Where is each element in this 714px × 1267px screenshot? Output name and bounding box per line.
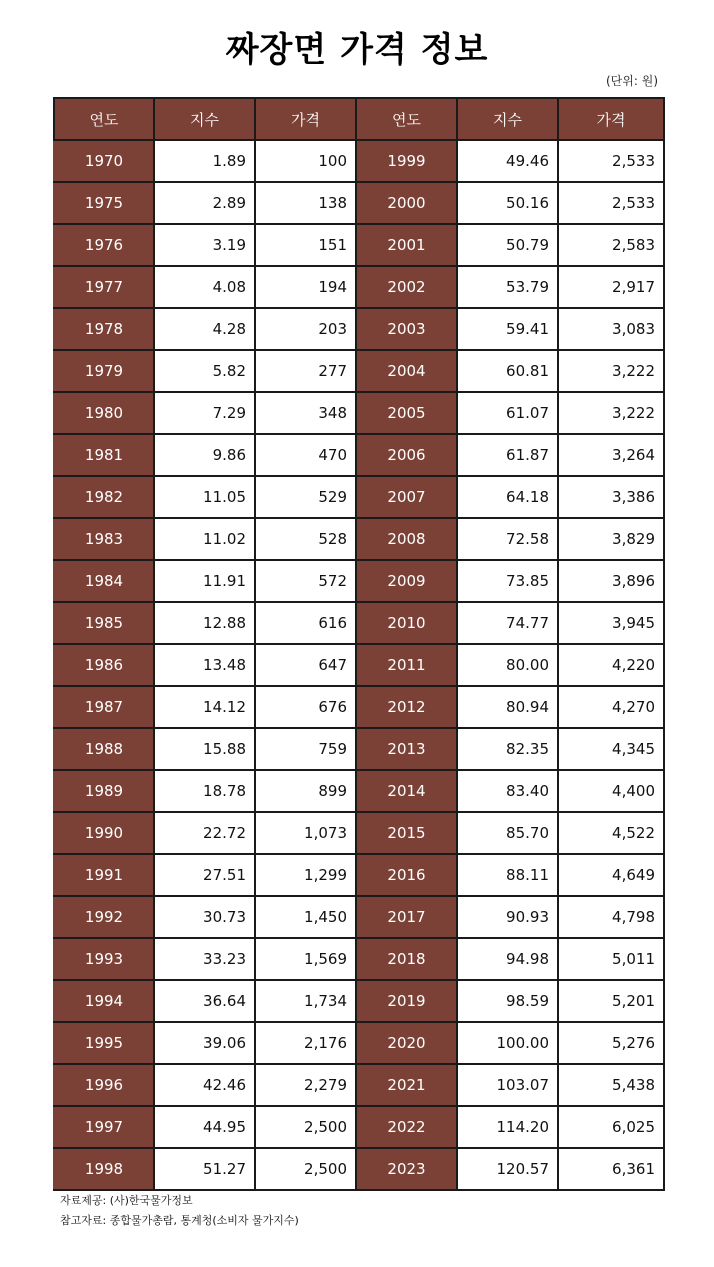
year-cell: 1982	[54, 476, 154, 518]
year-cell: 1995	[54, 1022, 154, 1064]
index-cell: 51.27	[154, 1148, 255, 1190]
table-row	[54, 812, 664, 854]
price-cell: 470	[255, 434, 356, 476]
index-cell: 22.72	[154, 812, 255, 854]
index-cell: 82.35	[457, 728, 558, 770]
year-cell: 2009	[356, 560, 457, 602]
year-cell: 1991	[54, 854, 154, 896]
table-row	[54, 1148, 664, 1190]
unit-label: (단위: 원)	[606, 74, 658, 88]
index-cell: 83.40	[457, 770, 558, 812]
price-cell: 3,264	[558, 434, 664, 476]
index-cell: 94.98	[457, 938, 558, 980]
table-row	[54, 434, 664, 476]
price-cell: 5,011	[558, 938, 664, 980]
price-cell: 4,400	[558, 770, 664, 812]
index-cell: 74.77	[457, 602, 558, 644]
price-cell: 2,176	[255, 1022, 356, 1064]
index-cell: 85.70	[457, 812, 558, 854]
year-cell: 1975	[54, 182, 154, 224]
header-index: 지수	[154, 98, 255, 140]
index-cell: 72.58	[457, 518, 558, 560]
table-row	[54, 602, 664, 644]
index-cell: 4.28	[154, 308, 255, 350]
year-cell: 2007	[356, 476, 457, 518]
price-cell: 3,829	[558, 518, 664, 560]
year-cell: 1985	[54, 602, 154, 644]
year-cell: 2022	[356, 1106, 457, 1148]
index-cell: 50.16	[457, 182, 558, 224]
price-cell: 2,279	[255, 1064, 356, 1106]
year-cell: 2008	[356, 518, 457, 560]
year-cell: 2018	[356, 938, 457, 980]
price-cell: 3,386	[558, 476, 664, 518]
price-cell: 5,276	[558, 1022, 664, 1064]
footnotes	[60, 1191, 299, 1231]
price-cell: 4,345	[558, 728, 664, 770]
price-cell: 899	[255, 770, 356, 812]
price-cell: 676	[255, 686, 356, 728]
index-cell: 42.46	[154, 1064, 255, 1106]
index-cell: 59.41	[457, 308, 558, 350]
year-cell: 1998	[54, 1148, 154, 1190]
price-cell: 4,798	[558, 896, 664, 938]
year-cell: 2001	[356, 224, 457, 266]
year-cell: 1986	[54, 644, 154, 686]
index-cell: 53.79	[457, 266, 558, 308]
index-cell: 12.88	[154, 602, 255, 644]
price-cell: 5,201	[558, 980, 664, 1022]
index-cell: 33.23	[154, 938, 255, 980]
price-cell: 2,533	[558, 140, 664, 182]
index-cell: 64.18	[457, 476, 558, 518]
year-cell: 2000	[356, 182, 457, 224]
price-cell: 203	[255, 308, 356, 350]
index-cell: 39.06	[154, 1022, 255, 1064]
index-cell: 5.82	[154, 350, 255, 392]
price-cell: 3,945	[558, 602, 664, 644]
table-row	[54, 224, 664, 266]
price-cell: 277	[255, 350, 356, 392]
index-cell: 100.00	[457, 1022, 558, 1064]
index-cell: 27.51	[154, 854, 255, 896]
table-row	[54, 938, 664, 980]
year-cell: 1979	[54, 350, 154, 392]
index-cell: 1.89	[154, 140, 255, 182]
price-cell: 2,533	[558, 182, 664, 224]
table-row	[54, 686, 664, 728]
year-cell: 2021	[356, 1064, 457, 1106]
table-row	[54, 518, 664, 560]
price-cell: 348	[255, 392, 356, 434]
table-row	[54, 644, 664, 686]
price-cell: 759	[255, 728, 356, 770]
price-cell: 616	[255, 602, 356, 644]
price-cell: 528	[255, 518, 356, 560]
price-cell: 6,361	[558, 1148, 664, 1190]
index-cell: 61.07	[457, 392, 558, 434]
price-cell: 4,522	[558, 812, 664, 854]
table-row	[54, 980, 664, 1022]
index-cell: 50.79	[457, 224, 558, 266]
year-cell: 2015	[356, 812, 457, 854]
year-cell: 1989	[54, 770, 154, 812]
index-cell: 60.81	[457, 350, 558, 392]
price-cell: 194	[255, 266, 356, 308]
index-cell: 30.73	[154, 896, 255, 938]
index-cell: 80.00	[457, 644, 558, 686]
year-cell: 1980	[54, 392, 154, 434]
price-cell: 529	[255, 476, 356, 518]
header-price: 가격	[558, 98, 664, 140]
table-row	[54, 560, 664, 602]
index-cell: 4.08	[154, 266, 255, 308]
table-row	[54, 1022, 664, 1064]
price-cell: 100	[255, 140, 356, 182]
year-cell: 1981	[54, 434, 154, 476]
year-cell: 2005	[356, 392, 457, 434]
year-cell: 2010	[356, 602, 457, 644]
year-cell: 1987	[54, 686, 154, 728]
price-cell: 3,083	[558, 308, 664, 350]
price-cell: 647	[255, 644, 356, 686]
index-cell: 13.48	[154, 644, 255, 686]
index-cell: 7.29	[154, 392, 255, 434]
index-cell: 11.02	[154, 518, 255, 560]
index-cell: 61.87	[457, 434, 558, 476]
price-cell: 4,270	[558, 686, 664, 728]
year-cell: 1984	[54, 560, 154, 602]
table-row	[54, 182, 664, 224]
year-cell: 2002	[356, 266, 457, 308]
year-cell: 2016	[356, 854, 457, 896]
index-cell: 18.78	[154, 770, 255, 812]
source-note: 자료제공: (사)한국물가정보	[60, 1194, 193, 1207]
index-cell: 11.05	[154, 476, 255, 518]
index-cell: 103.07	[457, 1064, 558, 1106]
price-cell: 5,438	[558, 1064, 664, 1106]
price-table	[53, 97, 665, 1191]
index-cell: 15.88	[154, 728, 255, 770]
year-cell: 1993	[54, 938, 154, 980]
year-cell: 2006	[356, 434, 457, 476]
table-row	[54, 1064, 664, 1106]
year-cell: 1997	[54, 1106, 154, 1148]
price-cell: 151	[255, 224, 356, 266]
page-title: 짜장면 가격 정보	[225, 30, 489, 70]
index-cell: 88.11	[457, 854, 558, 896]
header-price: 가격	[255, 98, 356, 140]
header-index: 지수	[457, 98, 558, 140]
table-row	[54, 476, 664, 518]
index-cell: 14.12	[154, 686, 255, 728]
table-row	[54, 728, 664, 770]
price-cell: 1,299	[255, 854, 356, 896]
year-cell: 1983	[54, 518, 154, 560]
index-cell: 44.95	[154, 1106, 255, 1148]
table-row	[54, 392, 664, 434]
header-year: 연도	[54, 98, 154, 140]
price-cell: 1,569	[255, 938, 356, 980]
year-cell: 1994	[54, 980, 154, 1022]
reference-note: 참고자료: 종합물가총람, 통계청(소비자 물가지수)	[60, 1214, 299, 1227]
price-cell: 572	[255, 560, 356, 602]
year-cell: 2004	[356, 350, 457, 392]
year-cell: 2017	[356, 896, 457, 938]
price-cell: 2,500	[255, 1148, 356, 1190]
index-cell: 9.86	[154, 434, 255, 476]
year-cell: 2023	[356, 1148, 457, 1190]
year-cell: 1978	[54, 308, 154, 350]
index-cell: 114.20	[457, 1106, 558, 1148]
year-cell: 2019	[356, 980, 457, 1022]
year-cell: 2014	[356, 770, 457, 812]
table-row	[54, 308, 664, 350]
table-row	[54, 140, 664, 182]
year-cell: 2011	[356, 644, 457, 686]
price-cell: 138	[255, 182, 356, 224]
table-row	[54, 350, 664, 392]
year-cell: 2020	[356, 1022, 457, 1064]
header-year: 연도	[356, 98, 457, 140]
price-cell: 1,734	[255, 980, 356, 1022]
price-cell: 3,222	[558, 392, 664, 434]
year-cell: 2013	[356, 728, 457, 770]
price-cell: 2,500	[255, 1106, 356, 1148]
year-cell: 1970	[54, 140, 154, 182]
price-cell: 3,896	[558, 560, 664, 602]
table-row	[54, 266, 664, 308]
table-header-row	[54, 98, 664, 140]
year-cell: 1990	[54, 812, 154, 854]
price-cell: 1,073	[255, 812, 356, 854]
index-cell: 36.64	[154, 980, 255, 1022]
index-cell: 11.91	[154, 560, 255, 602]
year-cell: 2003	[356, 308, 457, 350]
year-cell: 1992	[54, 896, 154, 938]
table-row	[54, 896, 664, 938]
year-cell: 1988	[54, 728, 154, 770]
index-cell: 120.57	[457, 1148, 558, 1190]
index-cell: 73.85	[457, 560, 558, 602]
table-body	[54, 140, 664, 1190]
price-cell: 1,450	[255, 896, 356, 938]
price-cell: 3,222	[558, 350, 664, 392]
table-row	[54, 770, 664, 812]
year-cell: 1976	[54, 224, 154, 266]
index-cell: 2.89	[154, 182, 255, 224]
index-cell: 98.59	[457, 980, 558, 1022]
index-cell: 3.19	[154, 224, 255, 266]
year-cell: 1977	[54, 266, 154, 308]
table-row	[54, 1106, 664, 1148]
year-cell: 1996	[54, 1064, 154, 1106]
index-cell: 49.46	[457, 140, 558, 182]
index-cell: 90.93	[457, 896, 558, 938]
price-cell: 4,649	[558, 854, 664, 896]
year-cell: 1999	[356, 140, 457, 182]
price-cell: 6,025	[558, 1106, 664, 1148]
price-cell: 2,917	[558, 266, 664, 308]
year-cell: 2012	[356, 686, 457, 728]
index-cell: 80.94	[457, 686, 558, 728]
price-cell: 4,220	[558, 644, 664, 686]
table-row	[54, 854, 664, 896]
price-cell: 2,583	[558, 224, 664, 266]
